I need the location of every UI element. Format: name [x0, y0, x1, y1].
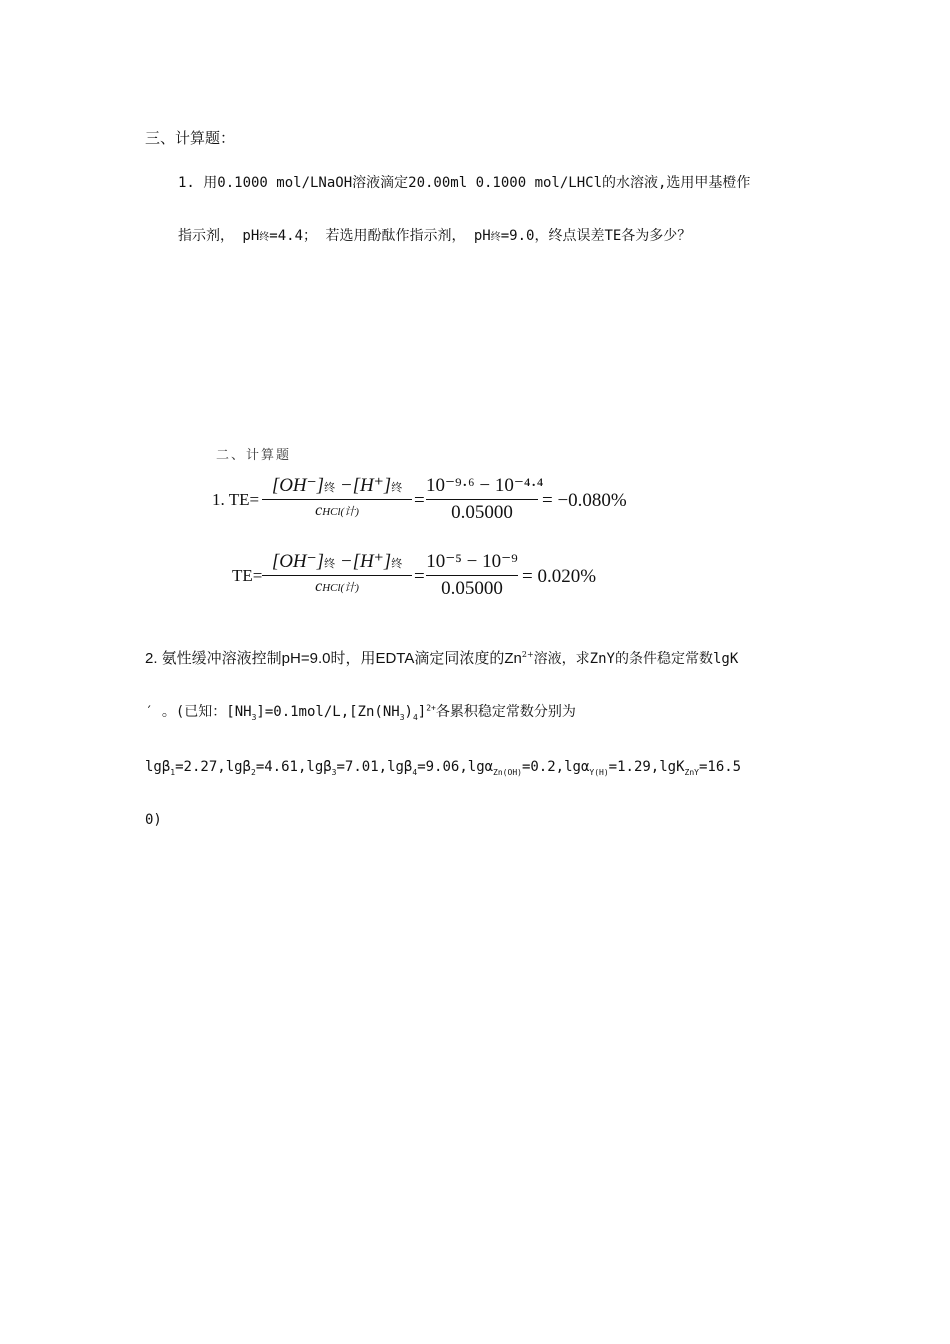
section-title: 三、计算题：	[145, 129, 236, 147]
question-2-line-1	[145, 648, 738, 669]
formula-1-prefix: 1. TE=	[212, 490, 260, 509]
formula-1-rhs-denominator: 0.05000	[451, 502, 513, 523]
formula-1-rhs-numerator: 10⁻⁹·⁶ − 10⁻⁴·⁴	[426, 475, 544, 496]
q2-l3-p3: 2	[250, 767, 256, 777]
formula-1-result: = −0.080%	[542, 490, 627, 511]
formula-2-rhs-numerator: 10⁻⁵ − 10⁻⁹	[426, 551, 518, 572]
q2-superscript-1: 2+	[521, 650, 534, 659]
q2-l2-b: ]=0.1mol/L,[Zn(NH	[256, 704, 400, 720]
q2-l3-p11: Y(H)	[589, 767, 609, 777]
q1-text-c: =9.0，终点误差TE各为多少？	[500, 228, 692, 244]
q2-l2-sup: 2+	[426, 703, 436, 713]
question-1-line-2	[178, 226, 691, 248]
formula-1-right-bar	[426, 499, 538, 500]
formula-1-left-fraction	[262, 474, 412, 520]
q2-l3-p0: lgβ	[145, 759, 171, 775]
answer-title: 二、计算题	[216, 448, 292, 463]
formula-2-rhs-denominator: 0.05000	[441, 578, 503, 599]
q2-l2-e: 各累积稳定常数分别为	[435, 704, 576, 720]
q1-subscript-2: 终	[490, 232, 501, 243]
formula-2-prefix: TE=	[232, 566, 263, 585]
q2-l2-c: )	[404, 704, 413, 720]
formula-2-left-bar	[262, 575, 412, 576]
q2-l2-sub2: 3	[399, 712, 405, 722]
question-2-line-4: 0)	[145, 812, 162, 828]
formula-2-result: = 0.020%	[522, 566, 597, 587]
formula-1-right-fraction	[426, 474, 544, 524]
q2-l3-p9: Zn(OH)	[493, 767, 522, 777]
formula-2-denominator: cHCl(计)	[315, 578, 359, 595]
q2-text-a: 2. 氨性缓冲溶液控制pH=9.0时，用EDTA滴定同浓度的Zn	[145, 650, 522, 667]
q2-l2-sub1: 3	[251, 712, 257, 722]
q2-l3-p8: =9.06,lgα	[417, 759, 494, 775]
q2-l2-a: ′ 。(已知：[NH	[145, 704, 252, 720]
q2-l2-sub3: 4	[412, 712, 418, 722]
formula-1-equals: =	[414, 490, 425, 511]
question-1-line-1: 1. 用0.1000 mol/LNaOH溶液滴定20.00ml 0.1000 mol/LHCl的水溶液,选用甲基橙作	[178, 175, 751, 191]
formula-2-left-fraction	[262, 550, 412, 596]
q2-l3-p6: =7.01,lgβ	[336, 759, 413, 775]
q1-text-a: 指示剂， pH	[178, 228, 260, 244]
q2-l3-p10: =0.2,lgα	[521, 759, 590, 775]
q2-l2-d: ]	[417, 704, 427, 720]
question-2-line-3	[145, 757, 741, 777]
q2-l3-p1: 1	[170, 767, 176, 777]
formula-2-right-fraction	[426, 550, 518, 600]
formula-1-numerator: [OH⁻]终 −[H⁺]终	[271, 475, 403, 496]
q1-text-b: =4.4； 若选用酚酞作指示剂， pH	[269, 228, 491, 244]
question-2-line-2	[145, 702, 576, 722]
formula-1-left-bar	[262, 499, 412, 500]
q2-l3-p13: ZnY	[684, 767, 699, 777]
q2-l3-p7: 4	[412, 767, 418, 777]
q2-text-b: 溶液，求ZnY的条件稳定常数lgK	[533, 651, 739, 667]
q2-l3-p12: =1.29,lgK	[608, 759, 685, 775]
answer-formula-image	[208, 440, 638, 612]
formula-2-numerator: [OH⁻]终 −[H⁺]终	[271, 551, 403, 572]
formula-2-equals: =	[414, 566, 425, 587]
q2-l3-p4: =4.61,lgβ	[255, 759, 332, 775]
formula-1-denominator: cHCl(计)	[315, 502, 359, 519]
q1-subscript-1: 终	[259, 232, 270, 243]
q2-l3-p5: 3	[331, 767, 337, 777]
formula-2-right-bar	[426, 575, 518, 576]
q2-l3-p2: =2.27,lgβ	[175, 759, 251, 775]
q2-l3-p14: =16.5	[698, 759, 742, 775]
